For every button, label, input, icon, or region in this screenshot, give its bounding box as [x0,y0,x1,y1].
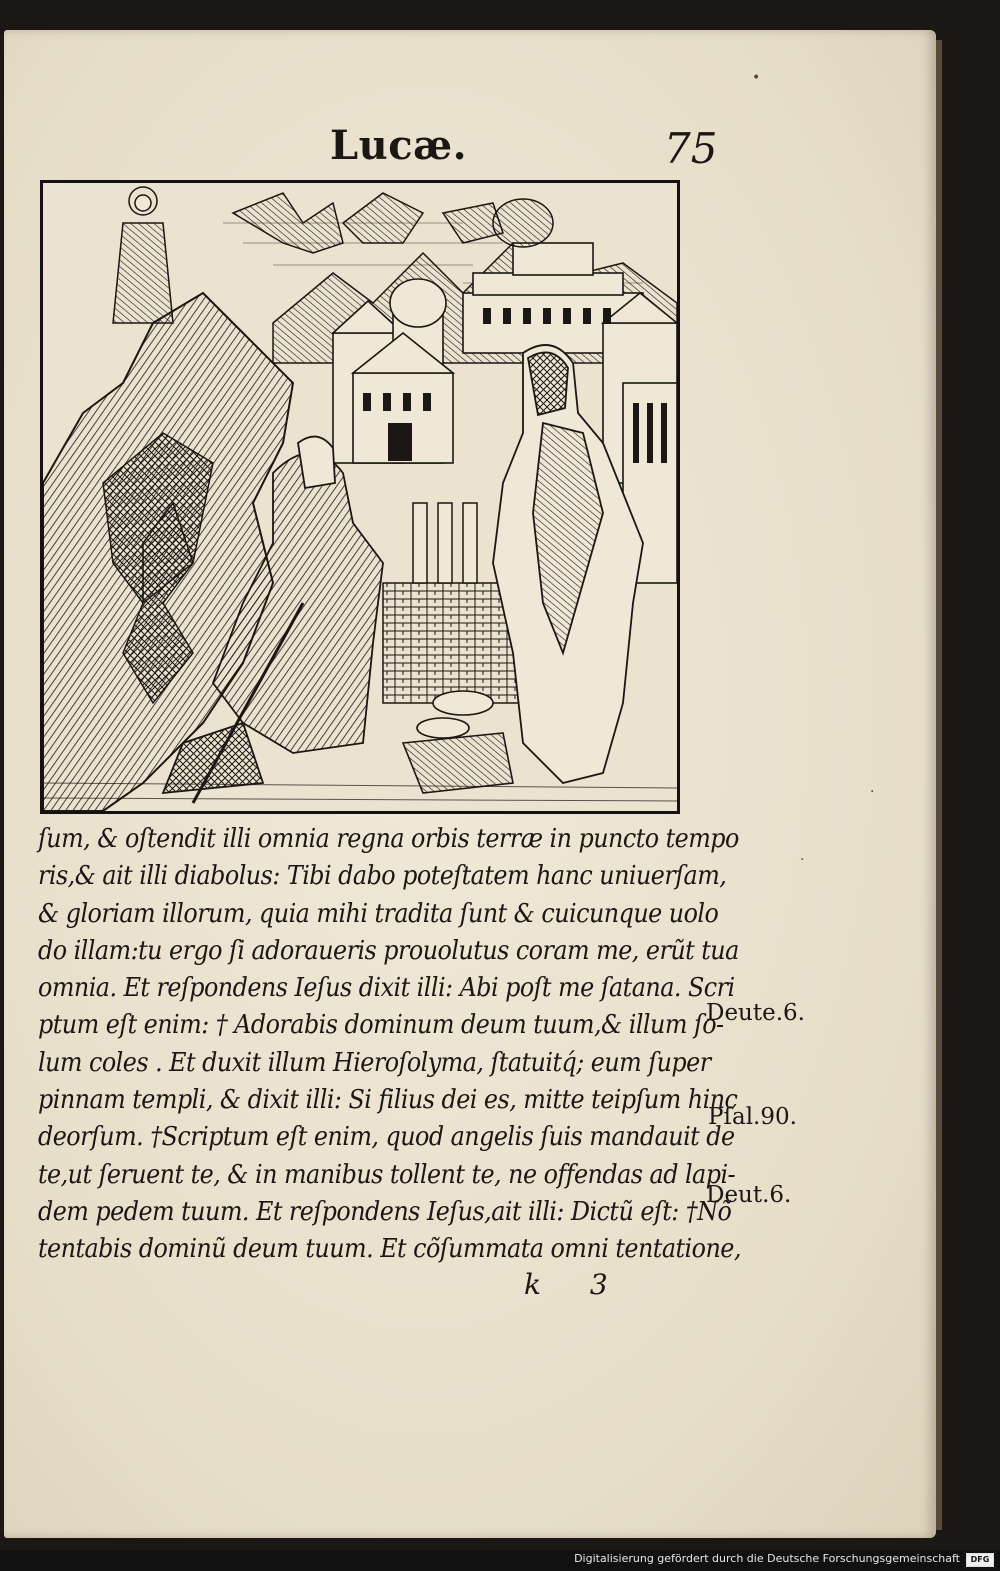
text-line: do illam:tu ergo ſi adoraueris prouolutus coram me, erũt tua [38,934,739,966]
signature-mark: k 3 [524,1268,628,1301]
text-line: ptum eſt enim: † Adorabis dominum deum tuum,& illum ſo- [38,1009,724,1041]
text-line: lum coles . Et duxit illum Hieroſolyma, ſtatuitq́; eum ſuper [38,1046,711,1078]
woodcut-illustration [40,180,680,814]
ink-speck: • [752,70,761,86]
dfg-logo-icon: DFG [966,1553,994,1567]
text-line: tentabis dominũ deum tuum. Et cõſummata omni tentatione, [38,1233,741,1265]
page-edge [936,40,942,1530]
text-line: & gloriam illorum, quia mihi tradita ſunt & cuicunque uolo [38,897,719,929]
text-line: pinnam templi, & dixit illi: Si filius dei es, mitte teipſum hinc [38,1084,738,1116]
text-line: deorſum. †Scriptum eſt enim, quod angelis ſuis mandauit de [38,1121,735,1153]
funding-credit: Digitalisierung gefördert durch die Deutsche Forschungsgemeinschaft [574,1552,960,1565]
text-line: ris,& ait illi diabolus: Tibi dabo poteſtatem hanc uniuerſam, [38,860,727,892]
margin-note-deut: Deut.6. [706,1182,792,1208]
body-text [38,820,741,1268]
footer-bar [0,1550,1000,1571]
margin-note-deute: Deute.6. [706,1000,805,1026]
text-line: te,ut ſeruent te, & in manibus tollent te, ne offendas ad lapi- [38,1158,736,1190]
text-line: omnia. Et reſpondens Ieſus dixit illi: Abi poſt me ſatana. Scri [38,972,735,1004]
text-line: dem pedem tuum. Et reſpondens Ieſus,ait illi: Dictũ eſt: †Nõ [38,1195,732,1227]
temptation-of-christ-woodcut [43,183,677,811]
text-line: ſum, & oſtendit illi omnia regna orbis terræ in puncto tempo [38,823,739,854]
margin-note-psal: Pſal.90. [708,1104,797,1130]
page-number: 75 [664,124,718,173]
running-head: Lucæ. [330,122,467,169]
ink-speck: · [800,852,805,868]
ink-speck: · [870,784,875,800]
